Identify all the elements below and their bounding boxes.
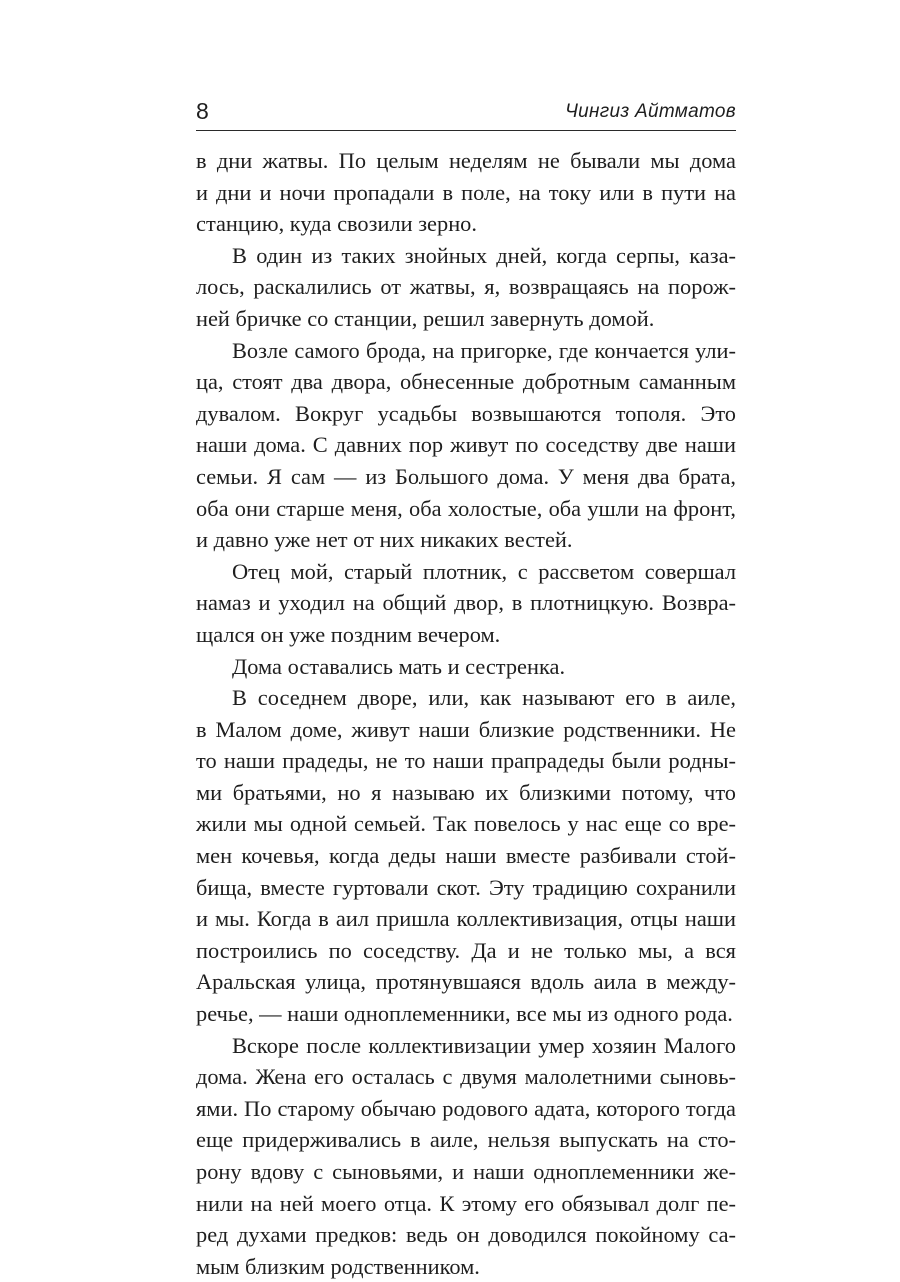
text-line: речье, — наши одноплеменники, все мы из одного рода.: [196, 1001, 733, 1027]
text-line: в Малом доме, живут наши близкие родственники. Не: [196, 716, 736, 742]
text-line: то наши прадеды, не то наши прапрадеды были родны-: [196, 748, 736, 774]
text-line: нили на ней моего отца. К этому его обязывал долг пе-: [196, 1190, 736, 1216]
text-line: ми братьями, но я называю их близкими потому, что: [196, 779, 736, 805]
text-line: Отец мой, старый плотник, с рассветом совершал: [232, 558, 736, 584]
text-line: и давно уже нет от них никаких вестей.: [196, 527, 573, 553]
text-line: мым близким родственником.: [196, 1253, 480, 1279]
running-title: Чингиз Айтматов: [565, 101, 736, 122]
text-line: ца, стоят два двора, обнесенные добротным саманным: [196, 369, 736, 395]
text-line: Вскоре после коллективизации умер хозяин Малого: [232, 1032, 736, 1058]
text-line: еще придерживались в аиле, нельзя выпускать на сто-: [196, 1127, 736, 1153]
text-line: бища, вместе гуртовали скот. Эту традицию сохранили: [196, 874, 736, 900]
text-line: В соседнем дворе, или, как называют его в аиле,: [232, 685, 736, 711]
text-line: семьи. Я сам — из Большого дома. У меня два брата,: [196, 463, 736, 489]
page-number: 8: [196, 98, 209, 124]
text-line: оба они старше меня, оба холостые, оба ушли на фронт,: [196, 495, 736, 521]
text-line: Возле самого брода, на пригорке, где кончается ули-: [232, 337, 736, 363]
text-line: дувалом. Вокруг усадьбы возвышаются тополя. Это: [196, 400, 736, 426]
text-line: станцию, куда свозили зерно.: [196, 211, 477, 237]
text-line: щался он уже поздним вечером.: [196, 621, 501, 647]
text-line: и дни и ночи пропадали в поле, на току или в пути на: [196, 179, 736, 205]
text-line: ями. По старому обычаю родового адата, которого тогда: [196, 1095, 736, 1121]
text-line: рону вдову с сыновьями, и наши одноплеменники же-: [196, 1159, 736, 1184]
text-line: дома. Жена его осталась с двумя малолетними сыновь-: [196, 1064, 736, 1090]
text-line: мен кочевья, когда деды наши вместе разбивали стой-: [196, 843, 736, 869]
text-line: жили мы одной семьей. Так повелось у нас еще со вре-: [196, 811, 736, 837]
text-line: В один из таких знойных дней, когда серпы, каза-: [232, 242, 736, 268]
body-text: [196, 145, 736, 1282]
text-line: Дома оставались мать и сестренка.: [232, 653, 566, 679]
text-line: в дни жатвы. По целым неделям не бывали мы дома: [196, 148, 736, 173]
running-head: [196, 96, 736, 130]
text-line: ред духами предков: ведь он доводился покойному са-: [196, 1222, 736, 1248]
header-rule: [196, 130, 736, 131]
text-line: намаз и уходил на общий двор, в плотницкую. Возвра-: [196, 590, 736, 616]
text-line: Аральская улица, протянувшаяся вдоль аила в между-: [196, 969, 736, 995]
text-line: построились по соседству. Да и не только мы, а вся: [196, 937, 736, 963]
text-line: наши дома. С давних пор живут по соседству две наши: [196, 432, 736, 458]
text-line: ней бричке со станции, решил завернуть домой.: [196, 305, 655, 331]
text-line: лось, раскалились от жатвы, я, возвращаясь на порож-: [196, 274, 736, 300]
text-line: и мы. Когда в аил пришла коллективизация, отцы наши: [196, 906, 736, 932]
